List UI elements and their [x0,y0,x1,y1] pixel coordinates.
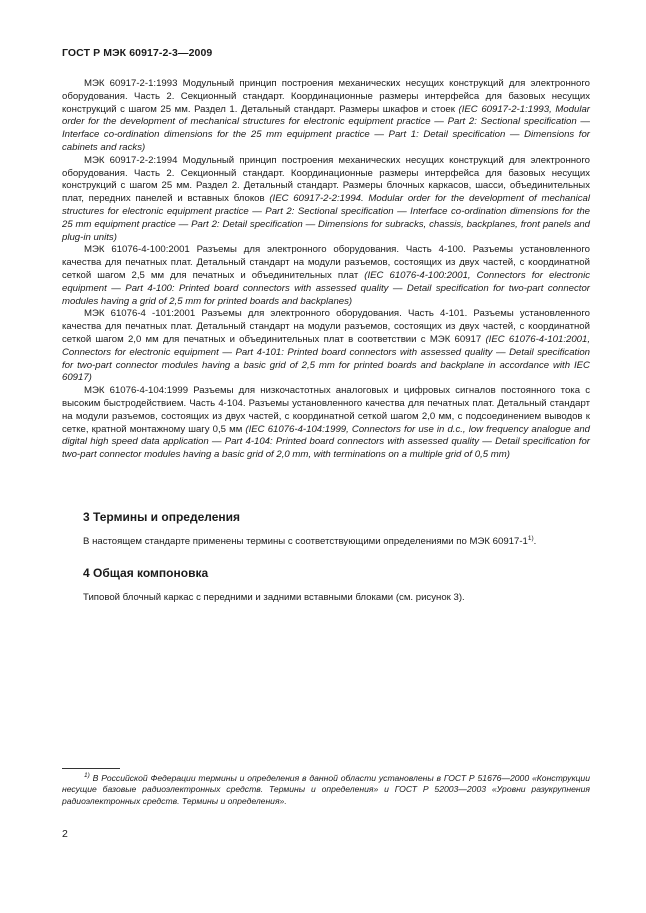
reference-item [62,78,590,155]
normative-references [62,78,590,462]
reference-ru: МЭК 60917-2-2:1994 Модульный принцип построения механических несущих конструкций для электронного оборудования. Часть 2. Секционный стандарт. Координационные размеры интерфейса для базовых несущих конструкций с шагом 25 мм. Раздел 2. Детальный стандарт. Размеры блочных каркасов, шасси, объединительных плат, передних панелей и вставных блоков [62,154,590,205]
page-number: 2 [62,828,68,840]
section-3-body: В настоящем стандарте применены термины с соответствующими определениями по МЭК 60917-1 [83,536,528,547]
reference-item [62,244,590,308]
reference-en: (IEC 61076-4-104:1999, Connectors for use in d.c., low frequency analogue and digital high speed data application — Part 4-104: Printed board connectors with assessed quality — Detail specification for two-part connector modules having a basic grid of 2,0 mm, with terminations on a multiple grid of 0,5 mm) [62,423,590,461]
section-3-end: . [533,536,537,547]
footnote-divider [62,768,120,769]
reference-ru: МЭК 61076-4-100:2001 Разъемы для электронного оборудования. Часть 4-100. Разъемы установленного качества для печатных плат. Детальный стандарт на модули разъемов, состоящих из двух частей, с координатной сеткой шагом 2,5 мм для печатных и объединительных плат [62,244,590,281]
section-4-title: 4 Общая компоновка [83,566,209,580]
reference-en: (IEC 60917-2-1:1993, Modular order for the development of mechanical structures for electronic equipment practice — Part 2: Sectional specification — Interface co-ordination dimensions for the 25 mm equipment practice — Part 1: Detail specification — Dimensions for cabinets and racks) [62,103,590,153]
footnote-mark: 1) [84,772,90,780]
footnote-text: В Российской Федерации термины и определения в данной области установлены в ГОСТ Р 51676—2000 «Конструкции несущие базовые радиоэлектронных средств. Термины и определения» и ГОСТ Р 52003—2003 «Уровни разукрупнения радиоэлектронных средств. Термины и определения». [62,773,590,806]
reference-en: (IEC 61076-4-101:2001, Connectors for electronic equipment — Part 4-101: Printed board connectors with assessed quality — Detail specification for two-part connector modules having a basic grid of 2,5 mm for printed boards and backplane in accordance with IEC 60917) [62,333,590,384]
document-header: ГОСТ Р МЭК 60917-2-3—2009 [62,47,213,59]
reference-ru: МЭК 61076-4 -101:2001 Разъемы для электронного оборудования. Часть 4-101. Разъемы установленного качества для печатных плат. Детальный стандарт на модули разъемов, состоящих из двух частей, с координатной сеткой шагом 2,0 мм для печатных и объединительных плат в соответствии с МЭК 60917 [62,308,590,345]
reference-item [62,308,590,385]
reference-en: (IEC 60917-2-2:1994. Modular order for the development of mechanical structures for electronic equipment practice — Part 2: Sectional specification — Interface co-ordination dimensions for the 25 mm equipment practice — Part 2: Detail specification — Dimensions for subracks, chassis, backplanes, front panels and plug-in units) [62,193,590,243]
section-3-title: 3 Термины и определения [83,510,241,524]
section-4-text: Типовой блочный каркас с передними и задними вставными блоками (см. рисунок 3). [83,592,465,603]
reference-ru: МЭК 61076-4-104:1999 Разъемы для низкочастотных аналоговых и цифровых сигналов постоянного тока с высоким быстродействием. Часть 4-104. Разъемы установленного качества для печатных плат. Детальный стандарт на модули разъемов, состоящих из двух частей, с координатной сеткой шагом 2,0 мм, с подсоединением выводов к сетке, кратной монтажному шагу 0,5 мм [62,385,590,435]
reference-item [62,385,590,462]
footnote [62,773,590,807]
reference-item [62,155,590,245]
reference-ru: МЭК 60917-2-1:1993 Модульный принцип построения механических несущих конструкций для электронного оборудования. Часть 2. Секционный стандарт. Координационные размеры интерфейса для базовых несущих конструкций с шагом 25 мм. Раздел 1. Детальный стандарт. Размеры шкафов и стоек [62,78,590,115]
section-3-text [83,536,593,549]
reference-en: (IEC 61076-4-100:2001, Connectors for electronic equipment — Part 4-100: Printed board connectors with assessed quality — Detail specification for two-part connector modules having a grid of 2,5 mm for printed boards and backplanes) [62,269,591,307]
footnote-ref: 1) [527,534,534,542]
